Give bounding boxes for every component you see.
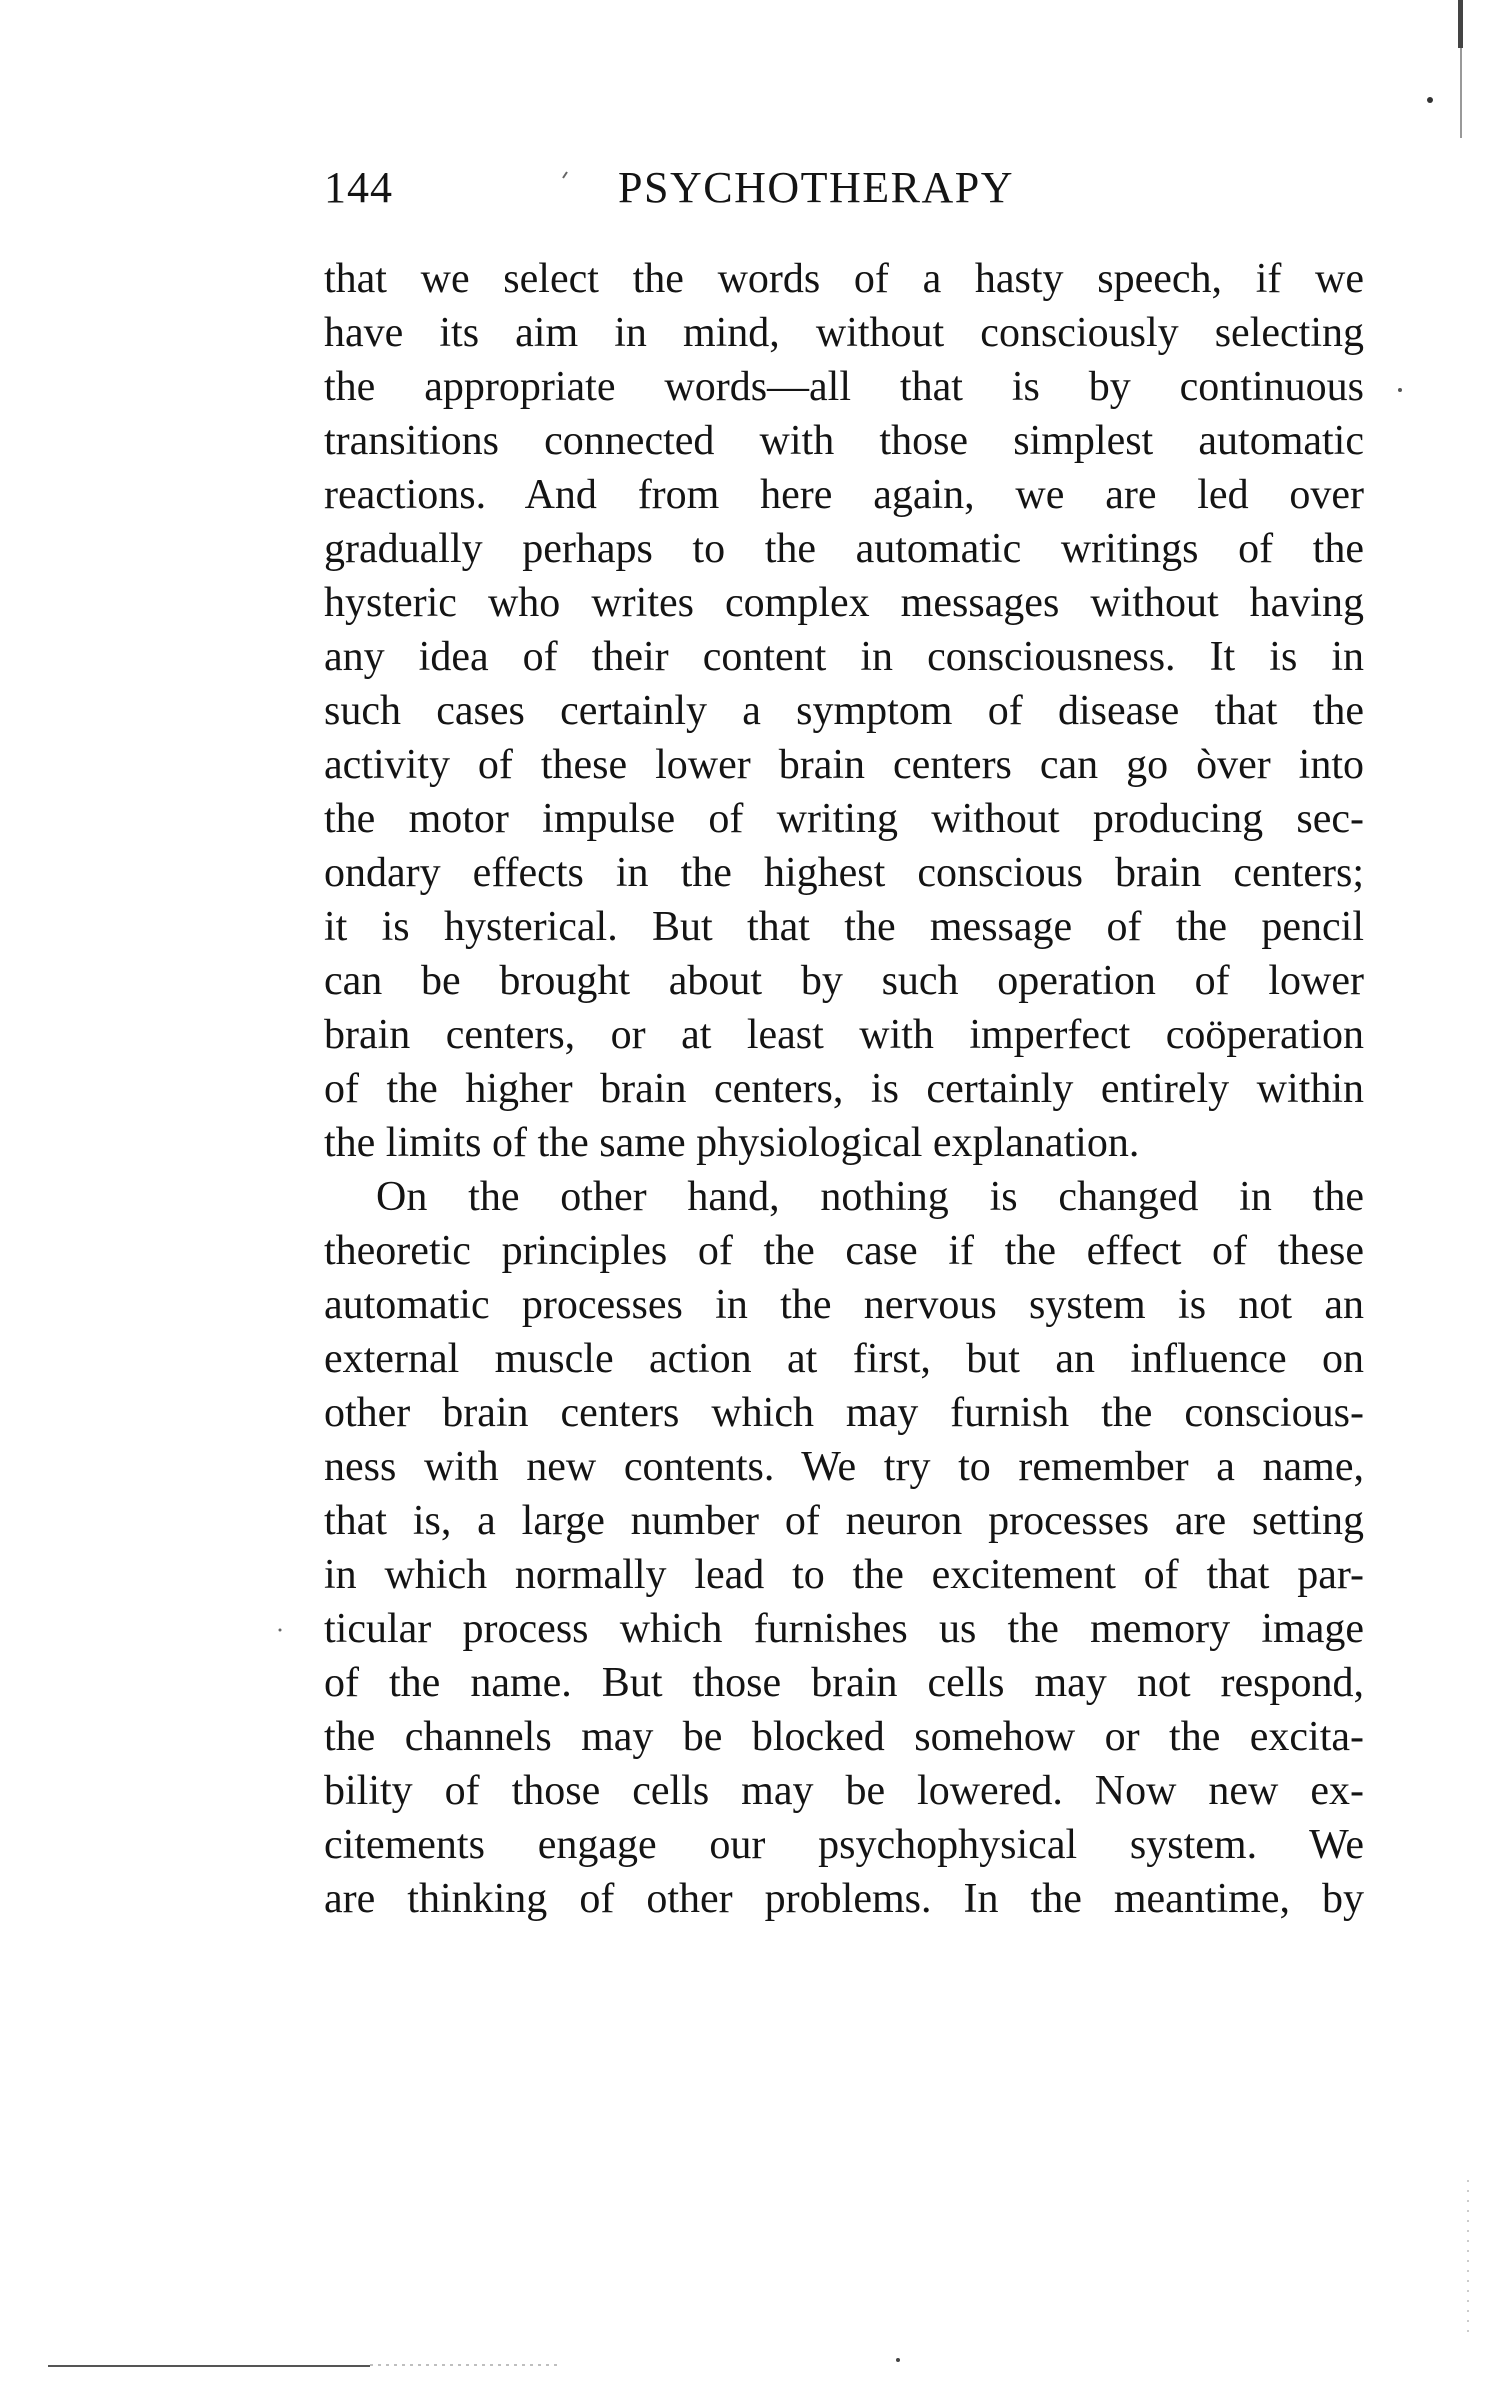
text-line: that we select the words of a hasty speech, if we (324, 256, 1364, 302)
text-line: bility of those cells may be lowered. Now new ex- (324, 1768, 1364, 1814)
text-line: external muscle action at first, but an influence on (324, 1336, 1364, 1382)
body-text (324, 252, 1364, 1926)
paragraph-last-line: the limits of the same physiological explanation. (324, 1120, 1140, 1166)
text-line: hysteric who writes complex messages without having (324, 580, 1364, 626)
text-line: theoretic principles of the case if the effect of these (324, 1228, 1364, 1274)
text-line: other brain centers which may furnish the conscious- (324, 1390, 1364, 1436)
text-line: that is, a large number of neuron processes are setting (324, 1498, 1364, 1544)
text-line: such cases certainly a symptom of disease that the (324, 688, 1364, 734)
ink-speck (896, 2358, 900, 2362)
ink-speck (1427, 97, 1433, 103)
text-line: in which normally lead to the excitement of that par- (324, 1552, 1364, 1598)
text-line: automatic processes in the nervous system is not an (324, 1282, 1364, 1328)
text-line: of the higher brain centers, is certainly entirely within (324, 1066, 1364, 1112)
text-line: gradually perhaps to the automatic writings of the (324, 526, 1364, 572)
running-title: PSYCHOTHERAPY (618, 163, 1015, 212)
text-line: the channels may be blocked somehow or the excita- (324, 1714, 1364, 1760)
text-line: activity of these lower brain centers can go òver into (324, 742, 1364, 788)
text-line: transitions connected with those simplest automatic (324, 418, 1364, 464)
ink-speck (1398, 388, 1402, 392)
text-line: ticular process which furnishes us the memory image (324, 1606, 1364, 1652)
binding-edge (1460, 48, 1462, 138)
ink-speck (279, 1629, 282, 1632)
text-line: ondary effects in the highest conscious brain centers; (324, 850, 1364, 896)
text-line: brain centers, or at least with imperfect coöperation (324, 1012, 1364, 1058)
binding-shadow (1458, 0, 1463, 48)
text-line: it is hysterical. But that the message of the pencil (324, 904, 1364, 950)
running-head (324, 158, 1374, 218)
page-number: 144 (324, 163, 393, 212)
text-line: have its aim in mind, without consciously selecting (324, 310, 1364, 356)
text-line: are thinking of other problems. In the meantime, by (324, 1876, 1364, 1922)
text-line: citements engage our psychophysical system. We (324, 1822, 1364, 1868)
text-line: can be brought about by such operation of lower (324, 958, 1364, 1004)
text-line: the motor impulse of writing without producing sec- (324, 796, 1364, 842)
text-line: reactions. And from here again, we are led over (324, 472, 1364, 518)
text-line: of the name. But those brain cells may not respond, (324, 1660, 1364, 1706)
text-line: ness with new contents. We try to remember a name, (324, 1444, 1364, 1490)
paragraph-first-line: On the other hand, nothing is changed in the (376, 1174, 1364, 1220)
text-line: any idea of their content in consciousness. It is in (324, 634, 1364, 680)
text-line: the appropriate words—all that is by continuous (324, 364, 1364, 410)
